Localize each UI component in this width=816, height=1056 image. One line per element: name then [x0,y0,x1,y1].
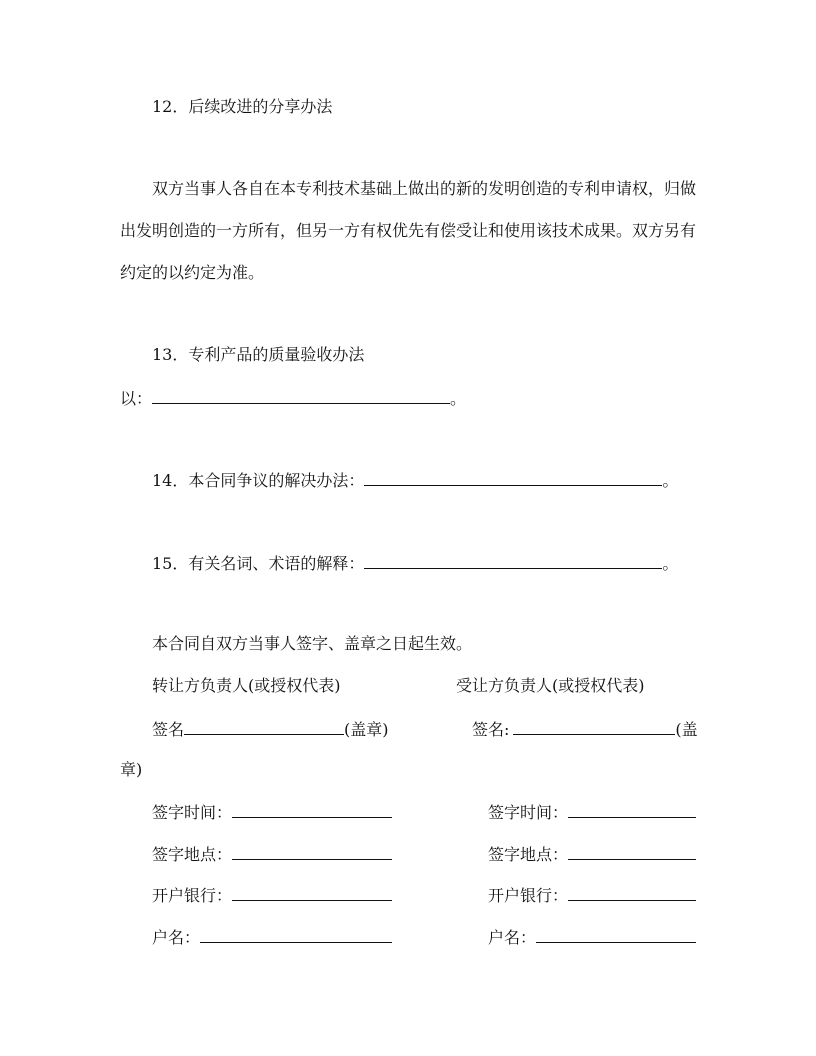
transferor-place-label: 签字地点： [152,845,233,864]
transferee-signature-blank[interactable] [513,718,675,735]
transferee-place-label: 签字地点： [488,845,569,864]
transferee-bank-label: 开户银行： [488,886,569,905]
transferor-signature-row [152,718,389,740]
transferee-signature-row [472,718,698,740]
transferee-account-row [488,926,696,948]
section-14-row [152,469,678,491]
effective-clause: 本合同自双方当事人签字、盖章之日起生效。 [152,634,473,653]
section-13-heading: 13．专利产品的质量验收办法 [152,345,365,364]
section-13-method-row [120,387,466,409]
transferor-sign-label: 签名 [152,720,185,739]
transferee-place-row [488,843,696,865]
transferor-seal: (盖章) [344,720,389,739]
transferor-bank-blank[interactable] [232,884,392,901]
transferor-account-blank[interactable] [200,926,392,943]
section-12-heading: 12．后续改进的分享办法 [152,97,333,116]
transferor-place-row [152,843,392,865]
section-14-suffix: 。 [662,471,679,490]
transferee-account-blank[interactable] [536,926,696,943]
transferor-time-label: 签字时间： [152,803,233,822]
transferee-sign-label: 签名: [472,720,510,739]
transferee-time-label: 签字时间： [488,803,569,822]
section-15-label: 15．有关名词、术语的解释： [152,554,365,573]
transferee-bank-row [488,884,696,906]
transferor-signature-blank[interactable] [184,718,344,735]
section-14-resolution-blank[interactable] [364,469,662,486]
transferor-title: 转让方负责人(或授权代表) [152,676,341,695]
transferor-time-blank[interactable] [232,801,392,818]
transferor-place-blank[interactable] [232,843,392,860]
transferor-bank-row [152,884,392,906]
section-13-suffix: 。 [450,389,467,408]
section-13-prefix: 以： [120,389,153,408]
transferee-seal-part1: (盖 [675,720,698,739]
transferee-account-label: 户名： [488,928,537,947]
transferee-title: 受让方负责人(或授权代表) [456,676,645,695]
section-14-label: 14．本合同争议的解决办法： [152,471,365,490]
transferee-place-blank[interactable] [568,843,696,860]
section-15-terms-blank[interactable] [364,552,662,569]
section-12-paragraph-line-3: 约定的以约定为准。 [120,263,265,282]
transferor-account-label: 户名： [152,928,201,947]
transferor-account-row [152,926,392,948]
section-15-row [152,552,678,574]
section-12-paragraph-line-2: 出发明创造的一方所有，但另一方有权优先有偿受让和使用该技术成果。双方另有 [120,221,697,240]
section-13-method-blank[interactable] [152,387,450,404]
transferee-bank-blank[interactable] [568,884,696,901]
transferee-time-row [488,801,696,823]
transferee-time-blank[interactable] [568,801,696,818]
transferor-bank-label: 开户银行： [152,886,233,905]
section-15-suffix: 。 [662,554,679,573]
section-12-paragraph-line-1: 双方当事人各自在本专利技术基础上做出的新的发明创造的专利申请权，归做 [152,179,697,198]
transferee-seal-part2: 章) [120,760,143,779]
transferor-time-row [152,801,392,823]
